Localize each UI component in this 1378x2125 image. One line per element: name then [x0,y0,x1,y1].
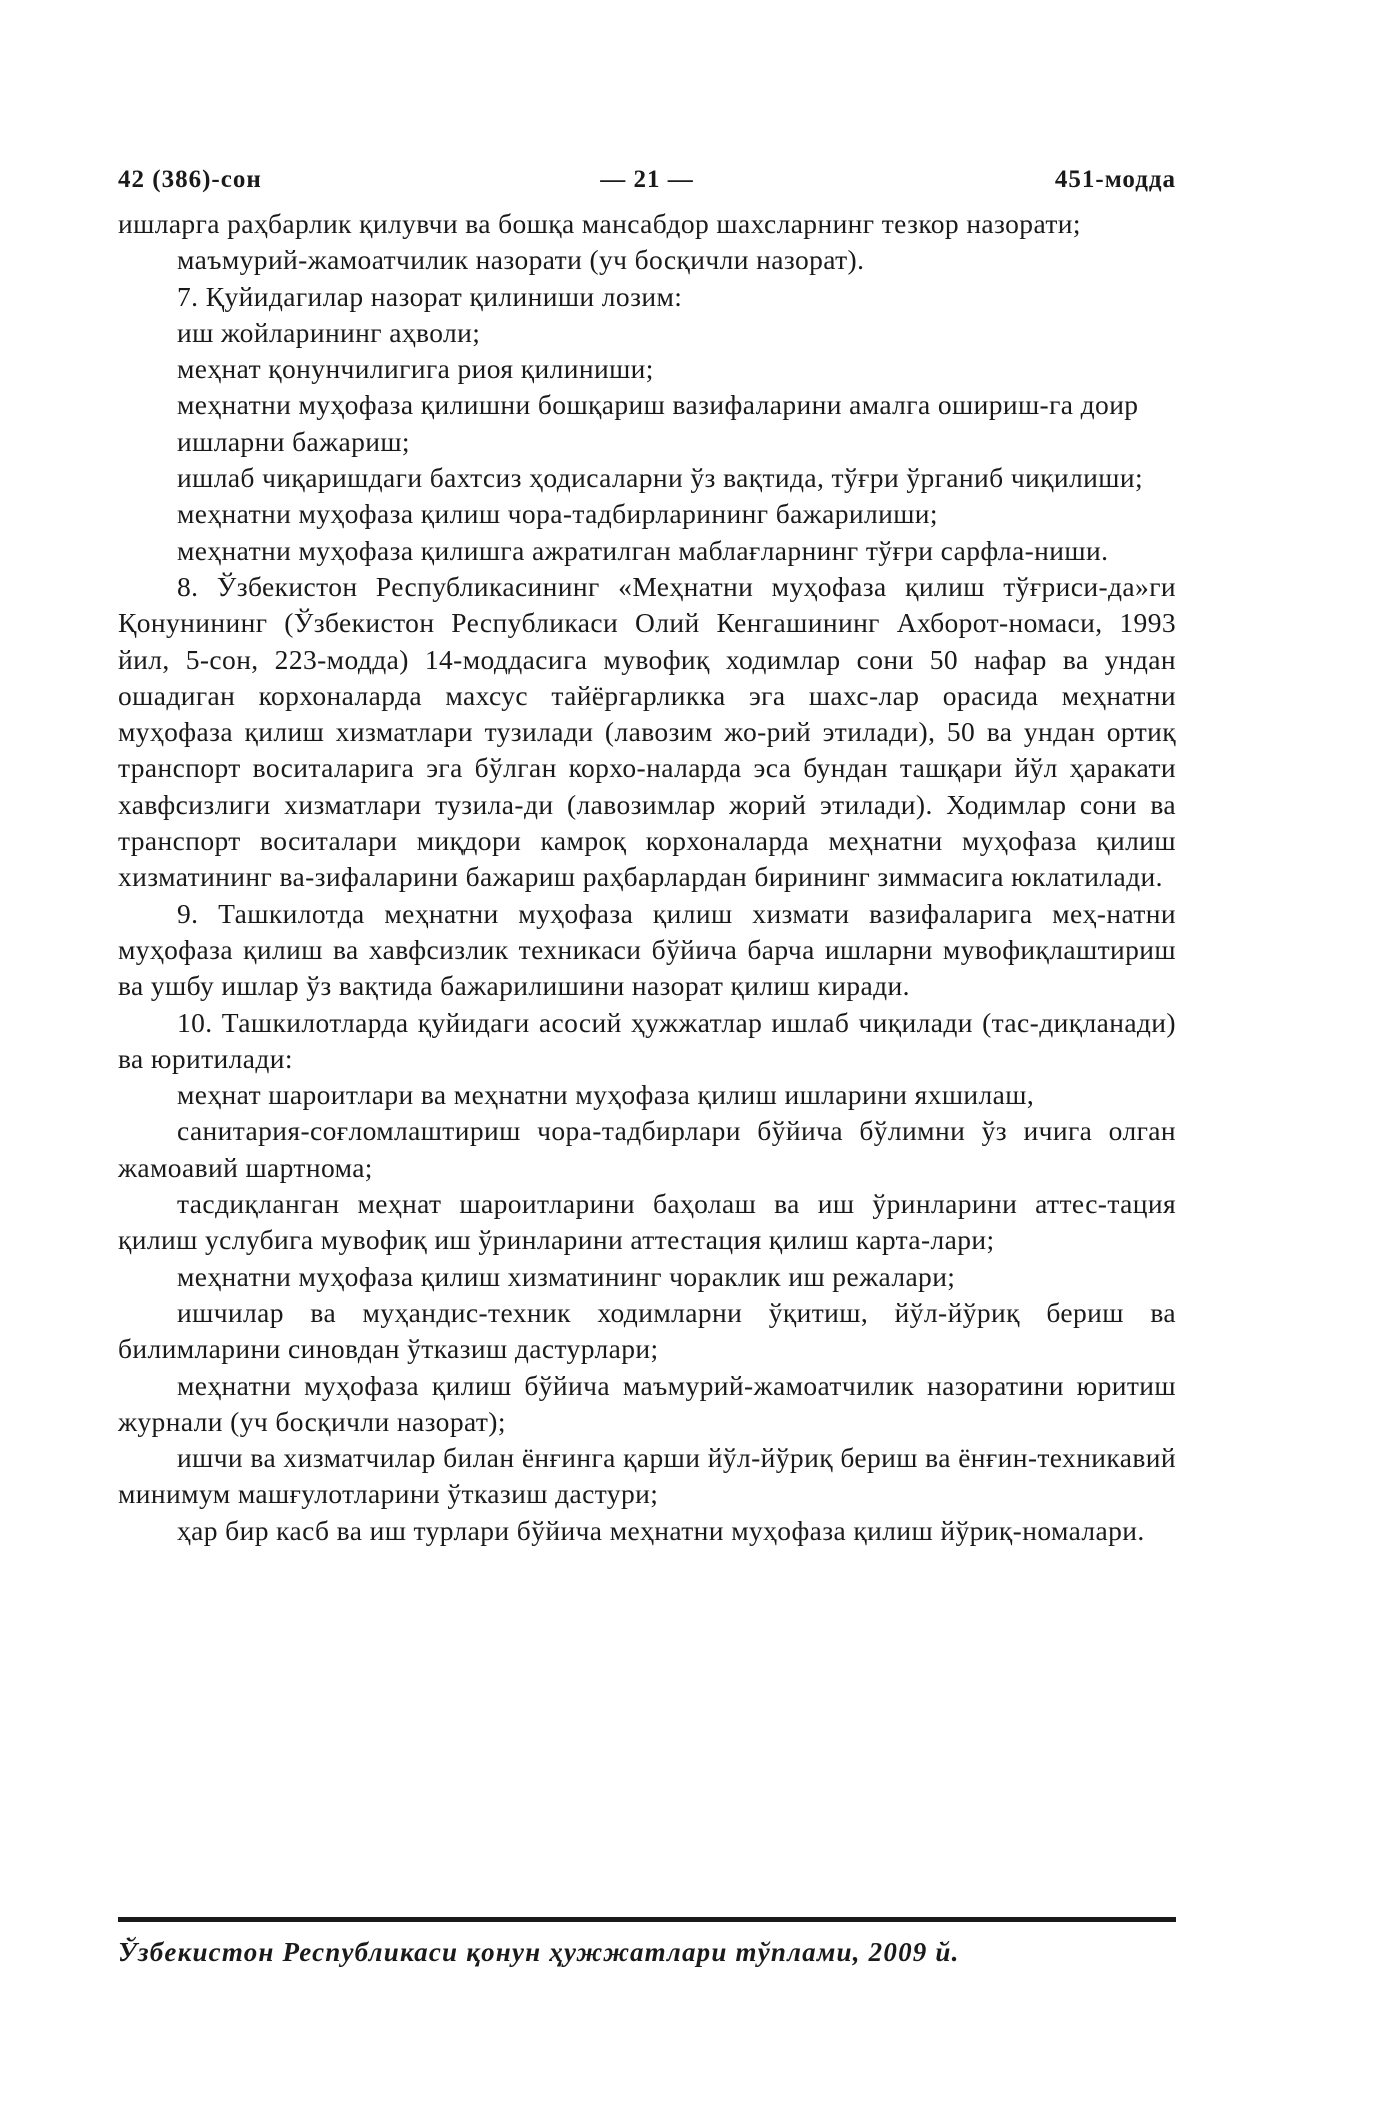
paragraph: ишчилар ва муҳандис-техник ходимларни ўқитиш, йўл-йўриқ бериш ва билимларини синовдан ўтказиш дастурлари; [118,1296,1176,1365]
issue-number: 42 (386)-сон [118,166,262,193]
paragraph: 7. Қуйидагилар назорат қилиниши лозим: [177,280,683,312]
article-number: 451-модда [1054,166,1176,193]
paragraph: ишлаб чиқаришдаги бахтсиз ҳодисаларни ўз вақтида, тўғри ўрганиб чиқилиши; [177,462,1144,494]
paragraph: меҳнатни муҳофаза қилиш хизматининг чораклик иш режалари; [177,1260,956,1292]
paragraph: иш жойларининг аҳволи; [177,316,481,348]
paragraph: 8. Ўзбекистон Республикасининг «Меҳнатни муҳофаза қилиш тўғриси-да»ги Қонунининг (Ўзбекистон Республикаси Олий Кенгашининг Ахборот-номаси, 1993 йил, 5-сон, 223-модда) 14-моддасига мувофиқ ходимлар сони 50 нафар ва ундан ошадиган корхоналарда махсус тайёргарликка эга шахс-лар орасида меҳнатни муҳофаза қилиш хизматлари тузилади (лавозим жо-рий этилади), 50 ва ундан ортиқ транспорт воситаларига эга бўлган корхо-наларда эса бундан ташқари йўл ҳаракати хавфсизлиги хизматлари тузила-ди (лавозимлар жорий этилади). Ходимлар сони ва транспорт воситалари миқдори камроқ корхоналарда меҳнатни муҳофаза қилиш хизматининг ва-зифаларини бажариш раҳбарлардан бирининг зиммасига юклатилади. [118,570,1176,893]
paragraph: меҳнатни муҳофаза қилишга ажратилган маблағларнинг тўғри сарфла-ниши. [177,534,1109,566]
footer-citation: Ўзбекистон Республикаси қонун ҳужжатлари тўплами, 2009 й. [118,1937,960,1967]
paragraph: меҳнатни муҳофаза қилишни бошқариш вазифаларини амалга ошириш-га доир [177,389,1139,421]
paragraph: меҳнат шароитлари ва меҳнатни муҳофаза қилиш ишларини яхшилаш, [177,1079,1035,1111]
document-page [118,166,1176,1549]
paragraph: тасдиқланган меҳнат шароитларини баҳолаш ва иш ўринларини аттес-тация қилиш услубига мувофиқ иш ўринларини аттестация қилиш карта-лари; [118,1188,1176,1256]
paragraph: ҳар бир касб ва иш турлари бўйича меҳнатни муҳофаза қилиш йўриқ-номалари. [177,1514,1145,1546]
page-number: — 21 — [600,166,694,193]
paragraph: 9. Ташкилотда меҳнатни муҳофаза қилиш хизмати вазифаларига меҳ-натни муҳофаза қилиш ва хавфсизлик техникаси бўйича барча ишларни мувофиқлаштириш ва ушбу ишлар ўз вақтида бажарилишини назорат қилиш киради. [118,897,1176,1002]
paragraph: меҳнатни муҳофаза қилиш чора-тадбирларининг бажарилиши; [177,498,938,530]
paragraph: 10. Ташкилотларда қуйидаги асосий ҳужжатлар ишлаб чиқилади (тас-диқланади) ва юритилади: [118,1006,1176,1074]
paragraph: санитария-соғломлаштириш чора-тадбирлари бўйича бўлимни ўз ичига олган жамоавий шартнома; [118,1115,1176,1183]
paragraph: ишларга раҳбарлик қилувчи ва бошқа мансабдор шахсларнинг тезкор назорати; [118,208,1081,239]
paragraph: маъмурий-жамоатчилик назорати (уч босқичли назорат). [177,244,865,276]
paragraph: меҳнатни муҳофаза қилиш бўйича маъмурий-жамоатчилик назоратини юритиш журнали (уч босқичли назорат); [118,1369,1176,1437]
paragraph: ишларни бажариш; [177,425,410,457]
paragraph: ишчи ва хизматчилар билан ёнғинга қарши йўл-йўриқ бериш ва ёнғин-техникавий минимум машғулотларини ўтказиш дастури; [118,1442,1176,1510]
paragraph: меҳнат қонунчилигига риоя қилиниши; [177,353,654,385]
body-text [118,206,1176,1549]
running-header [118,166,1176,206]
footer-rule [118,1917,1176,1922]
